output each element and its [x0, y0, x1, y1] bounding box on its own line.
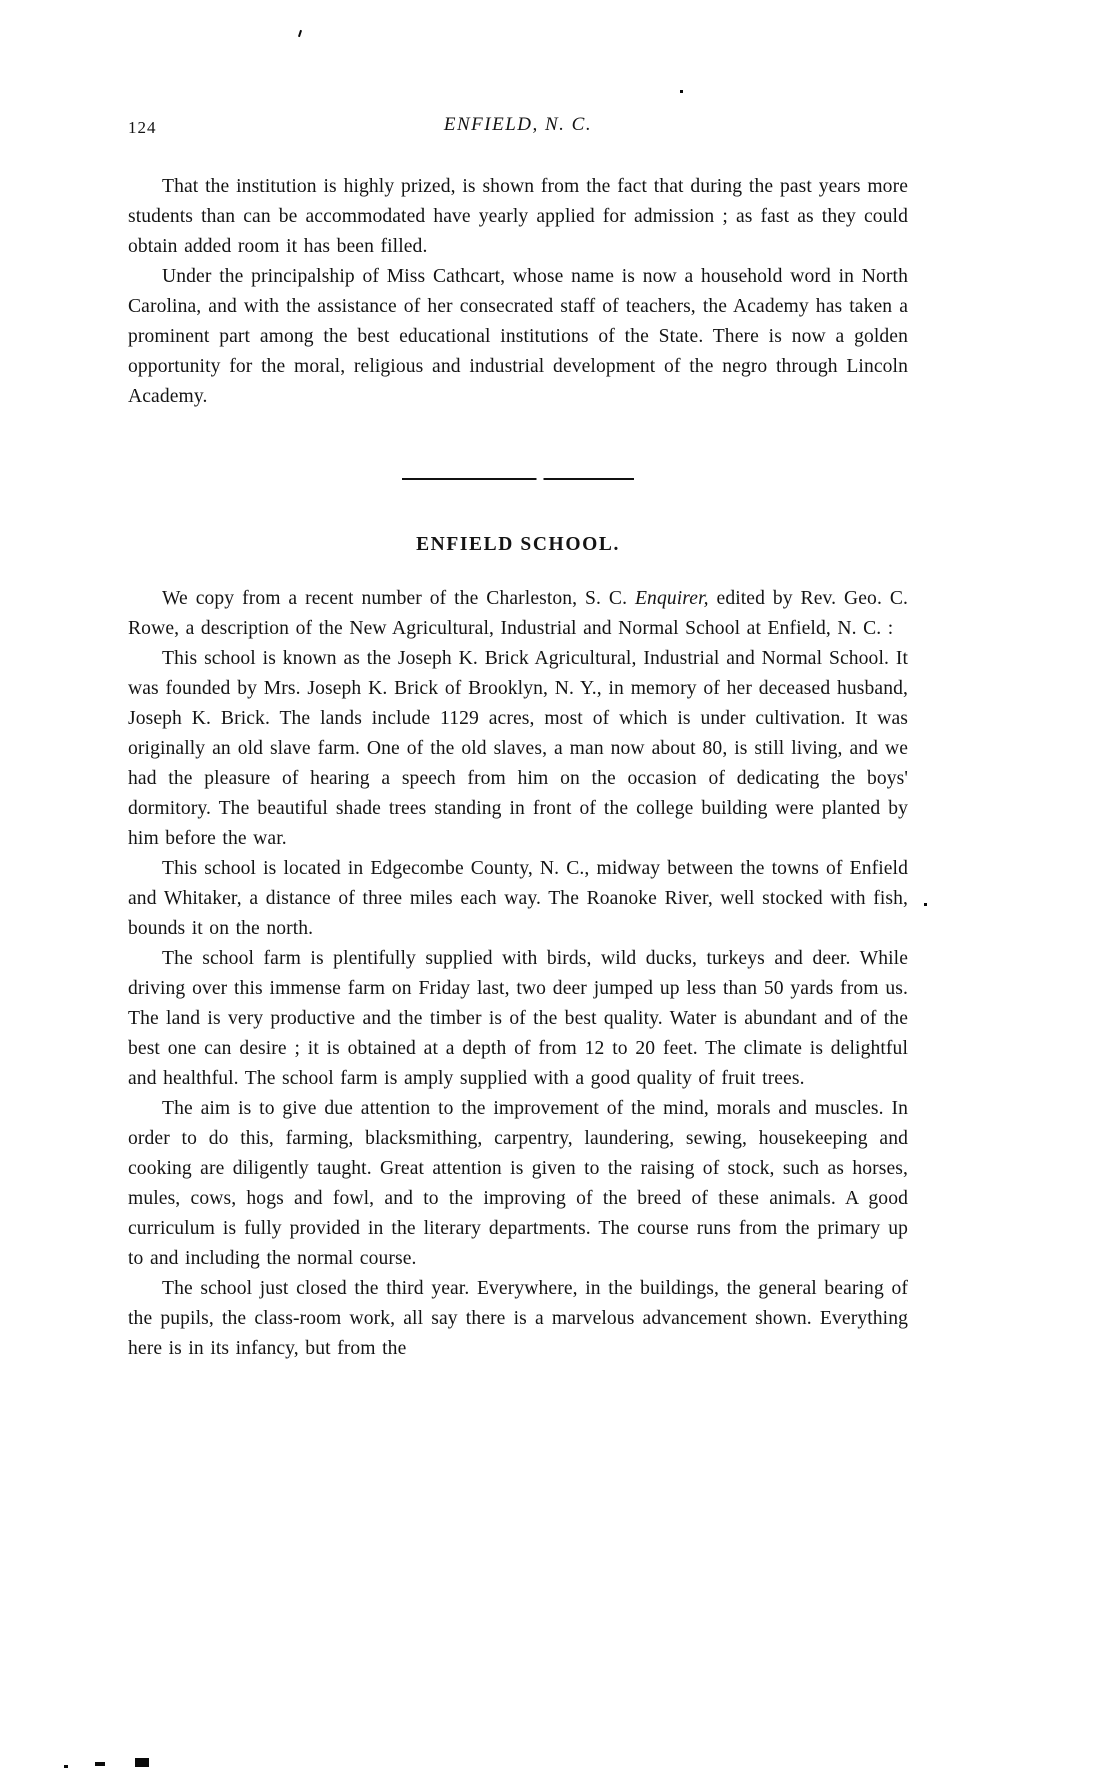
- enquirer-italic: Enquirer,: [634, 588, 709, 609]
- page-header: [128, 112, 908, 144]
- paragraph-we-copy: [128, 584, 908, 644]
- scan-artifact: [298, 30, 302, 37]
- paragraph-aim: The aim is to give due attention to the improvement of the mind, morals and muscles. In order to do this, farming, blacksmithing, carpentry, laundering, sewing, housekeeping and cooking are diligently taught. Great attention is given to the raising of stock, such as horses, mules, cows, hogs and fowl, and to the improving of the breed of these animals. A good curriculum is fully provided in the literary departments. The course runs from the primary up to and including the normal course.: [128, 1098, 908, 1269]
- paragraph-third-year: The school just closed the third year. Everywhere, in the buildings, the general bearing of the pupils, the class-room work, all say there is a marvelous advancement shown. Everything here is in its infancy, but from the: [128, 1278, 908, 1359]
- section-divider-rule: [402, 478, 634, 480]
- scan-artifact: [680, 90, 683, 93]
- paragraph-joseph-brick: This school is known as the Joseph K. Brick Agricultural, Industrial and Normal School. It was founded by Mrs. Joseph K. Brick of Brooklyn, N. Y., in memory of her deceased husband, Joseph K. Brick. The lands include 1129 acres, most of which is under cultivation. It was originally an old slave farm. One of the old slaves, a man now about 80, is still living, and we had the pleasure of hearing a speech from him on the occasion of dedicating the boys' dormitory. The beautiful shade trees standing in front of the college building were planted by him before the war.: [128, 648, 908, 849]
- page-number: 124: [128, 118, 157, 137]
- section-heading: ENFIELD SCHOOL.: [416, 534, 620, 555]
- page-content: [128, 112, 908, 1364]
- running-head: ENFIELD, N. C.: [443, 114, 593, 135]
- paragraph-institution-prized: That the institution is highly prized, is shown from the fact that during the past years more students than can be accommodated have yearly applied for admission ; as fast as they could obtain added room it has been filled.: [128, 176, 908, 257]
- lede-text-after: edited by Rev. Geo. C. Rowe, a description of the New Agricultural, Industrial and Normal School at Enfield, N. C. :: [128, 588, 908, 639]
- paragraph-school-farm: The school farm is plentifully supplied with birds, wild ducks, turkeys and deer. While driving over this immense farm on Friday last, two deer jumped up less than 50 yards from us. The land is very productive and the timber is of the best quality. Water is abundant and of the best one can desire ; it is obtained at a depth of from 12 to 20 feet. The climate is delightful and healthful. The school farm is amply supplied with a good quality of fruit trees.: [128, 948, 908, 1089]
- body-text: [128, 172, 908, 1364]
- scan-artifact: [135, 1758, 149, 1767]
- scan-artifact: [924, 903, 927, 906]
- scan-artifact: [64, 1765, 68, 1768]
- paragraph-edgecombe-county: This school is located in Edgecombe County, N. C., midway between the towns of Enfield and Whitaker, a distance of three miles each way. The Roanoke River, well stocked with fish, bounds it on the north.: [128, 858, 908, 939]
- paragraph-miss-cathcart: Under the principalship of Miss Cathcart, whose name is now a household word in North Carolina, and with the assistance of her consecrated staff of teachers, the Academy has taken a prominent part among the best educational institutions of the State. There is now a golden opportunity for the moral, religious and industrial development of the negro through Lincoln Academy.: [128, 266, 908, 407]
- lede-text-before: We copy from a recent number of the Charleston, S. C.: [162, 588, 635, 609]
- scan-artifact: [95, 1762, 105, 1766]
